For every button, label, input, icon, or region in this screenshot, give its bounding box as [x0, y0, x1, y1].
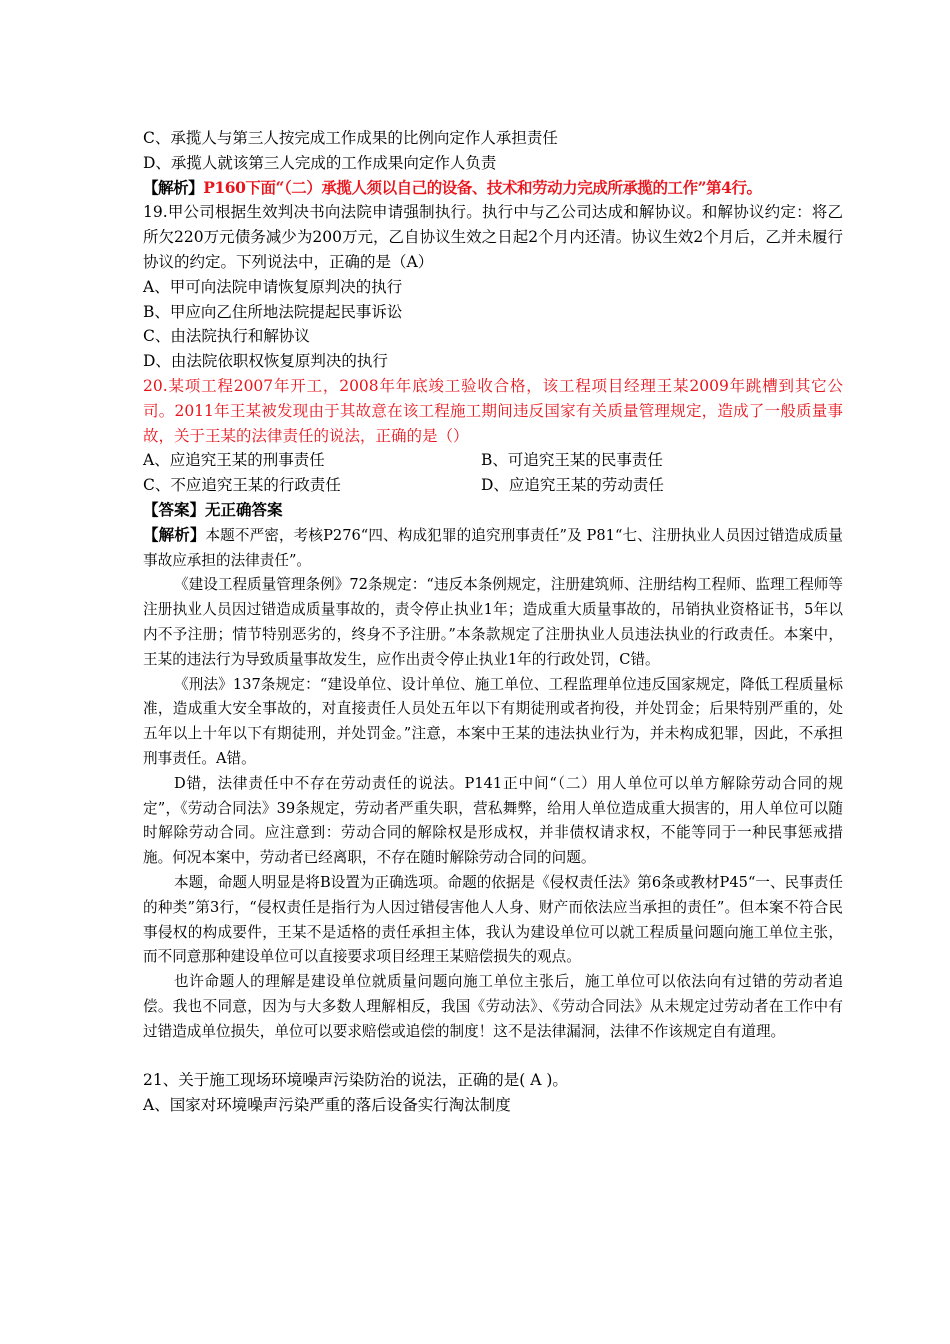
q20-answer: 【答案】无正确答案: [143, 499, 283, 519]
q20-analysis-p2: 《建设工程质量管理条例》72条规定：“违反本条例规定，注册建筑师、注册结构工程师、监理工程师等注册执业人员因过错造成质量事故的，责令停止执业1年；造成重大质量事故的，吊销执业资格证书，5年以内不予注册；情节特别恶劣的，终身不予注册。”本条款规定了注册执业人员违法执业的行政责任。本案中，王某的违法行为导致质量事故发生，应作出责令停止执业1年的行政处罚，C错。: [143, 576, 843, 668]
analysis-tag: 【解析】: [143, 524, 206, 544]
q19-option-a: A、甲可向法院申请恢复原判决的执行: [143, 277, 403, 296]
q20-option-b: B、可追究王某的民事责任: [481, 451, 663, 470]
document-page: [143, 126, 843, 1118]
q20-analysis-p4: D错，法律责任中不存在劳动责任的说法。P141正中间“（二）用人单位可以单方解除劳动合同的规定”，《劳动合同法》39条规定，劳动者严重失职，营私舞弊，给用人单位造成重大损害的，用人单位可以随时解除劳动合同。应注意到：劳动合同的解除权是形成权，并非债权请求权，不能等同于一种民事惩戒措施。何况本案中，劳动者已经离职，不存在随时解除劳动合同的问题。: [143, 774, 843, 867]
q19-option-c: C、由法院执行和解协议: [143, 327, 310, 346]
q20-option-d: D、应追究王某的劳动责任: [481, 476, 664, 495]
q18-analysis: [143, 176, 843, 201]
q20-analysis-p3: 《刑法》137条规定：“建设单位、设计单位、施工单位、工程监理单位违反国家规定，降低工程质量标准，造成重大安全事故的，对直接责任人员处五年以下有期徒刑或者拘役，并处罚金；后果特别严重的，处五年以上十年以下有期徒刑，并处罚金。”注意，本案中王某的违法执业行为，并未构成犯罪，因此，不承担刑事责任。A错。: [143, 675, 843, 767]
q20-options-row-1: [143, 448, 843, 473]
q20-analysis-p1: [143, 523, 843, 574]
q18-option-c: C、承揽人与第三人按完成工作成果的比例向定作人承担责任: [143, 129, 558, 147]
q19-option-d: D、由法院依职权恢复原判决的执行: [143, 352, 388, 371]
q19-stem: 19.甲公司根据生效判决书向法院申请强制执行。执行中与乙公司达成和解协议。和解协议约定：将乙所欠220万元债务减少为200万元，乙自协议生效之日起2个月内还清。协议生效2个月后，乙并未履行协议的约定。下列说法中，正确的是（A）: [143, 203, 843, 271]
q18-analysis-text: P160下面“（二）承揽人须以自己的设备、技术和劳动力完成所承揽的工作”第4行。: [203, 177, 762, 197]
q20-analysis-p6: 也许命题人的理解是建设单位就质量问题向施工单位主张后，施工单位可以依法向有过错的劳动者追偿。我也不同意，因为与大多数人理解相反，我国《劳动法》、《劳动合同法》从未规定过劳动者在工作中有过错造成单位损失，单位可以要求赔偿或追偿的制度！这不是法律漏洞，法律不作该规定自有道理。: [143, 973, 843, 1040]
q19-option-b: B、甲应向乙住所地法院提起民事诉讼: [143, 302, 403, 321]
q18-option-d: D、承揽人就该第三人完成的工作成果向定作人负责: [143, 153, 497, 172]
q21-option-a: A、国家对环境噪声污染严重的落后设备实行淘汰制度: [143, 1096, 511, 1115]
q20-option-c: C、不应追究王某的行政责任: [143, 476, 341, 495]
q21-stem: 21、关于施工现场环境噪声污染防治的说法，正确的是( A )。: [143, 1071, 568, 1090]
q20-stem: 20.某项工程2007年开工，2008年年底竣工验收合格，该工程项目经理王某2009年跳槽到其它公司。2011年王某被发现由于其故意在该工程施工期间违反国家有关质量管理规定，造成了一般质量事故，关于王某的法律责任的说法，正确的是（）: [143, 376, 843, 445]
analysis-tag: 【解析】: [143, 177, 204, 197]
q20-analysis-p1-text: 本题不严密，考核P276“四、构成犯罪的追究刑事责任”及 P81“七、注册执业人员因过错造成质量事故应承担的法律责任”。: [143, 526, 843, 569]
q20-options-row-2: [143, 473, 843, 498]
blank-line: [143, 1044, 843, 1068]
q20-option-a: A、应追究王某的刑事责任: [143, 451, 325, 470]
q20-analysis-p5: 本题，命题人明显是将B设置为正确选项。命题的依据是《侵权责任法》第6条或教材P45“一、民事责任的种类”第3行，“侵权责任是指行为人因过错侵害他人人身、财产而依法应当承担的责任”。但本案不符合民事侵权的构成要件，王某不是适格的责任承担主体，我认为建设单位可以就工程质量问题向施工单位主张，而不同意那种建设单位可以直接要求项目经理王某赔偿损失的观点。: [143, 873, 843, 966]
